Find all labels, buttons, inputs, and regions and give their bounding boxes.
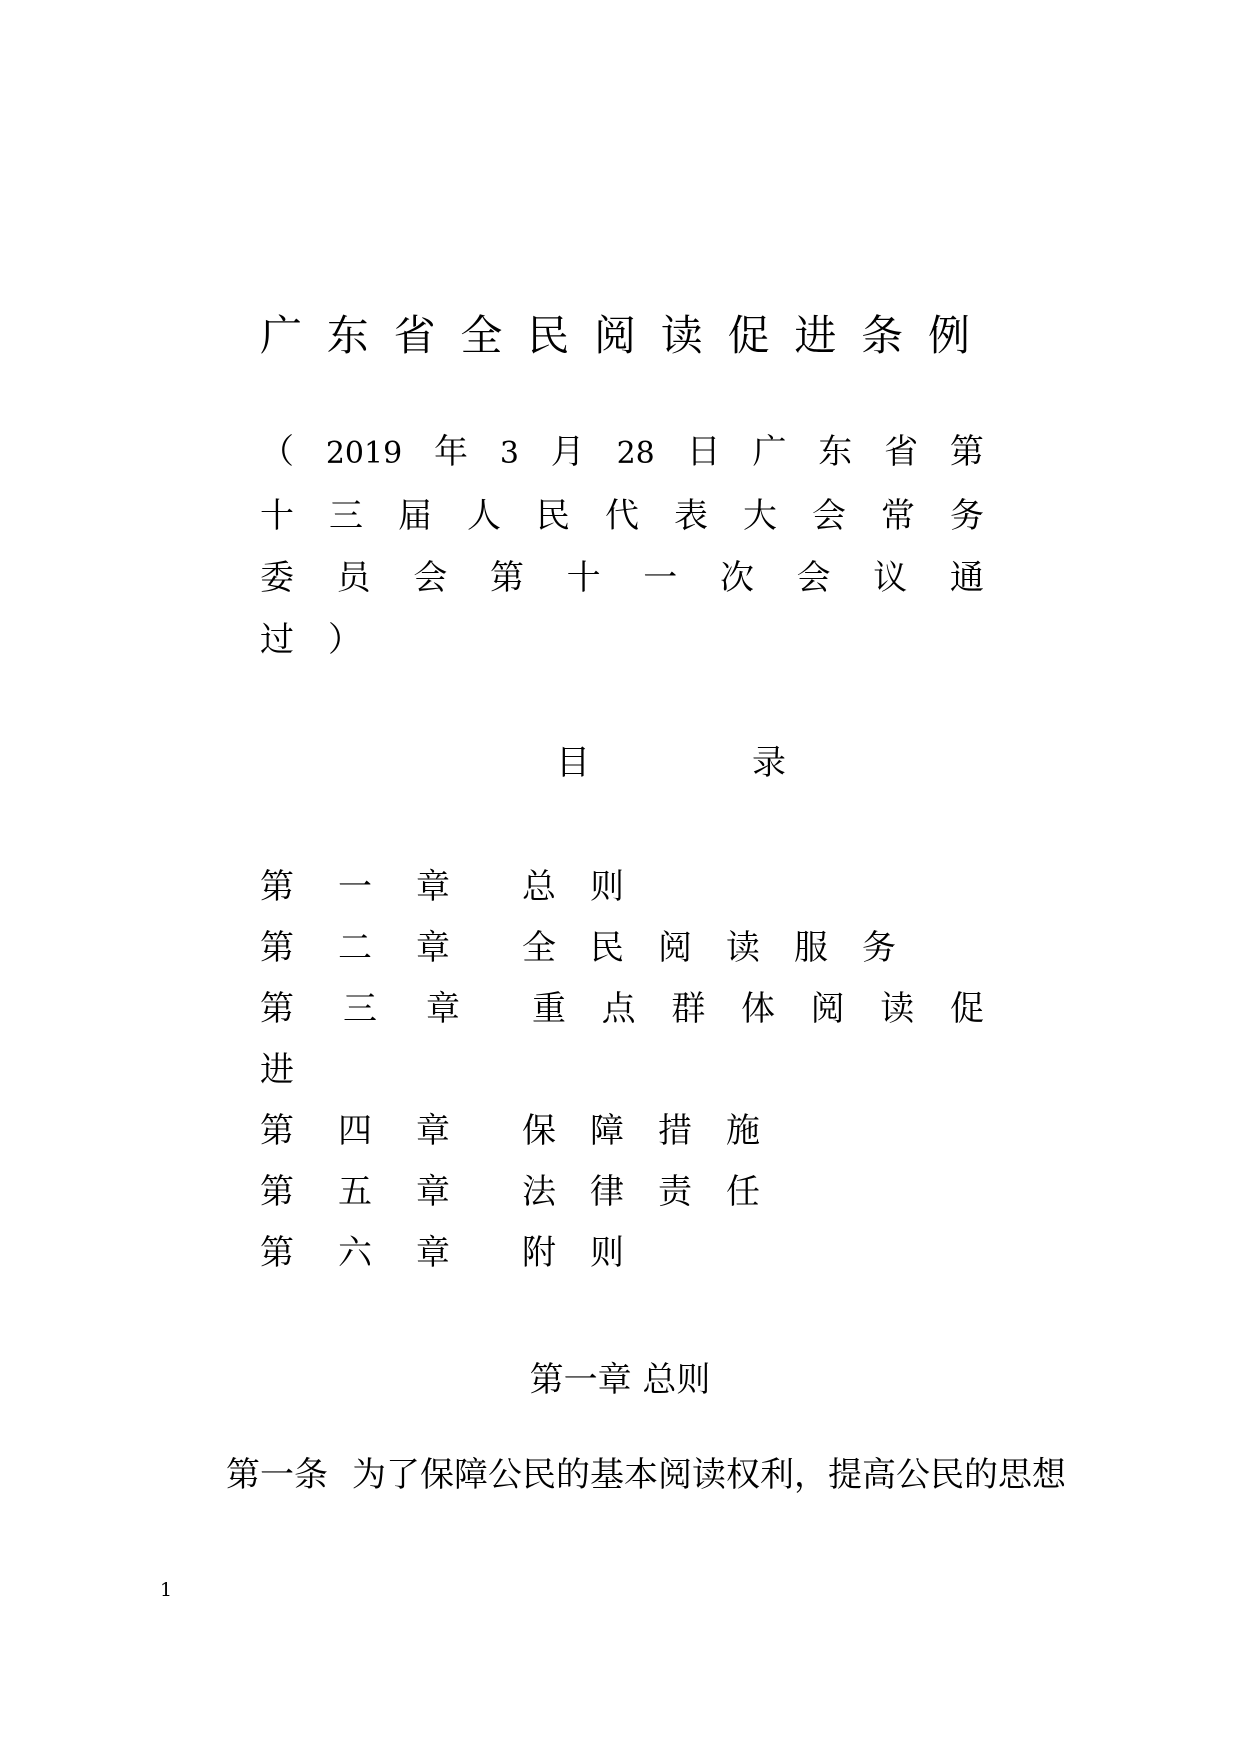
toc-char: 全 xyxy=(522,928,556,968)
note-char: 会 xyxy=(812,496,846,536)
toc-char: 群 xyxy=(671,989,706,1029)
title-char: 省 xyxy=(393,311,436,360)
toc-char: 附 xyxy=(522,1233,556,1273)
note-char: （ xyxy=(260,432,294,472)
toc-char: 第 xyxy=(260,928,294,968)
toc-char: 体 xyxy=(740,989,775,1029)
note-char: 届 xyxy=(398,496,432,536)
toc-char: 章 xyxy=(416,1111,450,1151)
toc-item-chapter-5[interactable] xyxy=(260,1167,760,1217)
toc-char: 服 xyxy=(794,928,828,968)
note-char: 第 xyxy=(949,432,984,472)
title-char: 条 xyxy=(861,311,904,360)
toc-char: 第 xyxy=(260,1172,294,1212)
title-char: 民 xyxy=(527,311,570,360)
toc-chapter-number xyxy=(260,1106,450,1156)
toc-char: 阅 xyxy=(658,928,692,968)
toc-char: 四 xyxy=(338,1111,372,1151)
toc-chapter-title xyxy=(532,984,984,1034)
toc-char: 施 xyxy=(726,1111,760,1151)
title-char: 促 xyxy=(727,311,770,360)
toc-char: 三 xyxy=(343,989,377,1029)
note-month: 3 xyxy=(499,436,519,471)
toc-chapter-number xyxy=(260,923,450,973)
toc-char: 点 xyxy=(601,989,636,1029)
adoption-note xyxy=(260,427,984,665)
note-char: 年 xyxy=(434,432,469,472)
title-char: 读 xyxy=(660,311,703,360)
toc-char: 章 xyxy=(416,867,450,907)
title-char: 东 xyxy=(326,311,369,360)
toc-item-chapter-2[interactable] xyxy=(260,923,896,973)
toc-chapter-number xyxy=(260,1228,450,1278)
note-char: 常 xyxy=(881,496,915,536)
toc-char: 六 xyxy=(338,1233,372,1273)
toc-char: 重 xyxy=(532,989,566,1029)
note-char: 表 xyxy=(674,496,708,536)
toc-char: 第 xyxy=(260,1233,294,1273)
toc-chapter-title xyxy=(522,923,896,973)
note-char: 委 xyxy=(260,558,294,598)
toc-char: 律 xyxy=(590,1172,624,1212)
chapter-heading: 第一章 总则 xyxy=(529,1360,711,1400)
toc-char: 责 xyxy=(658,1172,692,1212)
note-char: 第 xyxy=(489,558,524,598)
note-char: 议 xyxy=(873,558,908,598)
toc-item-chapter-3[interactable] xyxy=(260,984,984,1034)
note-char: 大 xyxy=(743,496,777,536)
toc-char: 则 xyxy=(590,867,624,907)
toc-char: 障 xyxy=(590,1111,624,1151)
note-char: 员 xyxy=(336,558,371,598)
toc-item-chapter-6[interactable] xyxy=(260,1228,624,1278)
note-char: ） xyxy=(328,620,362,660)
note-char: 过 xyxy=(260,620,294,660)
toc-char: 第 xyxy=(260,1111,294,1151)
toc-item-chapter-1[interactable] xyxy=(260,862,624,912)
toc-char: 读 xyxy=(880,989,915,1029)
toc-char: 章 xyxy=(416,1233,450,1273)
page-number: 1 xyxy=(160,1579,173,1601)
toc-item-chapter-3-wrap xyxy=(260,1045,294,1095)
note-char: 十 xyxy=(260,496,294,536)
note-char: 十 xyxy=(566,558,601,598)
note-char: 省 xyxy=(884,432,919,472)
toc-char: 保 xyxy=(522,1111,556,1151)
document-title xyxy=(260,306,970,366)
note-char: 月 xyxy=(550,432,585,472)
title-char: 广 xyxy=(260,311,303,360)
toc-char: 一 xyxy=(338,867,372,907)
article-label: 第一条 xyxy=(226,1455,328,1495)
note-char: 通 xyxy=(949,558,984,598)
toc-char: 阅 xyxy=(810,989,845,1029)
toc-char: 第 xyxy=(260,989,294,1029)
title-char: 阅 xyxy=(593,311,636,360)
toc-char: 进 xyxy=(260,1050,294,1090)
toc-char: 务 xyxy=(862,928,896,968)
toc-heading-char-2: 录 xyxy=(752,743,786,783)
toc-char: 章 xyxy=(416,928,450,968)
note-char: 代 xyxy=(605,496,639,536)
toc-char: 总 xyxy=(522,867,556,907)
toc-char: 则 xyxy=(590,1233,624,1273)
toc-heading-char-1: 目 xyxy=(556,743,590,783)
article-text: 为了保障公民的基本阅读权利，提高公民的思想 xyxy=(352,1455,1066,1495)
toc-chapter-number xyxy=(260,862,450,912)
adoption-note-line-2 xyxy=(260,491,984,541)
toc-char: 二 xyxy=(338,928,372,968)
title-char: 例 xyxy=(927,311,970,360)
toc-char: 章 xyxy=(426,989,460,1029)
toc-char: 读 xyxy=(726,928,760,968)
note-char: 次 xyxy=(719,558,754,598)
note-char: 会 xyxy=(413,558,448,598)
toc-chapter-number xyxy=(260,984,460,1034)
note-char: 三 xyxy=(329,496,363,536)
note-char: 人 xyxy=(467,496,501,536)
article-paragraph xyxy=(226,1450,1066,1500)
toc-char: 措 xyxy=(658,1111,692,1151)
note-year: 2019 xyxy=(325,436,403,471)
title-char: 进 xyxy=(794,311,837,360)
note-char: 务 xyxy=(950,496,984,536)
note-day: 28 xyxy=(616,436,655,471)
note-char: 会 xyxy=(796,558,831,598)
toc-chapter-title xyxy=(522,862,624,912)
note-char: 民 xyxy=(536,496,570,536)
toc-char: 法 xyxy=(522,1172,556,1212)
note-char: 一 xyxy=(643,558,678,598)
toc-item-chapter-4[interactable] xyxy=(260,1106,760,1156)
title-char: 全 xyxy=(460,311,503,360)
adoption-note-line-3 xyxy=(260,553,984,603)
adoption-note-line-1 xyxy=(260,427,984,479)
note-char: 日 xyxy=(686,432,721,472)
toc-char: 促 xyxy=(949,989,984,1029)
toc-chapter-title xyxy=(522,1167,760,1217)
adoption-note-line-4 xyxy=(260,615,984,665)
note-char: 东 xyxy=(818,432,853,472)
toc-chapter-number xyxy=(260,1167,450,1217)
note-char: 广 xyxy=(752,432,787,472)
toc-chapter-title xyxy=(522,1106,760,1156)
toc-char: 五 xyxy=(338,1172,372,1212)
toc-char: 任 xyxy=(726,1172,760,1212)
toc-chapter-title xyxy=(522,1228,624,1278)
toc-char: 民 xyxy=(590,928,624,968)
toc-char: 第 xyxy=(260,867,294,907)
toc-char: 章 xyxy=(416,1172,450,1212)
